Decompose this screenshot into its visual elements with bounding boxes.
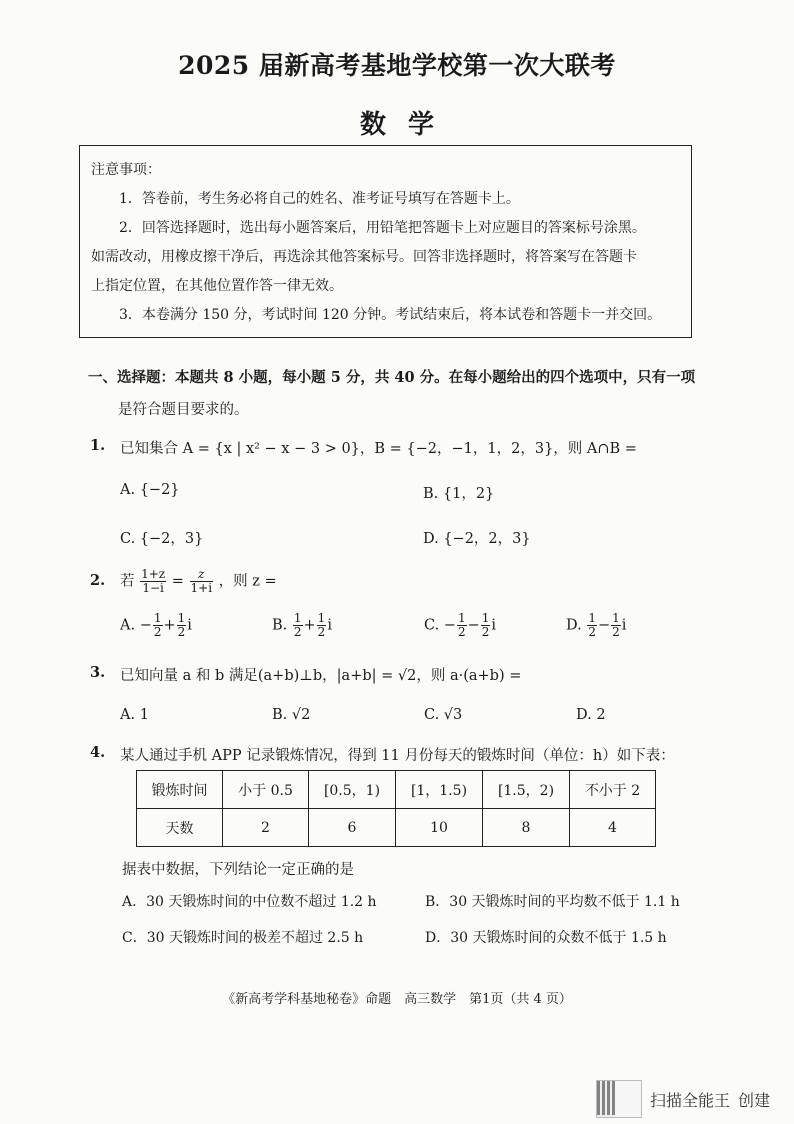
denominator: 2 xyxy=(612,625,620,639)
section-heading xyxy=(90,362,700,426)
operator: − xyxy=(597,617,611,634)
numerator: 1 xyxy=(293,611,302,625)
table-cell: [0.5，1) xyxy=(309,771,396,809)
numerator: 1 xyxy=(612,611,620,625)
question-number: 1. xyxy=(90,437,106,454)
scanner-logo-icon xyxy=(596,1080,642,1118)
table-cell: 2 xyxy=(223,809,309,847)
option-b[interactable]: B．30 天锻炼时间的平均数不低于 1.1 h xyxy=(425,894,680,910)
numerator: 1 xyxy=(457,611,466,625)
question-number: 2. xyxy=(90,572,106,589)
section-line: 是符合题目要求的。 xyxy=(118,402,249,418)
option-a[interactable]: A. 1 xyxy=(120,707,149,723)
question-number: 3. xyxy=(90,664,106,681)
fraction xyxy=(457,612,467,639)
numerator: 1 xyxy=(153,611,162,625)
table-row xyxy=(137,809,656,847)
option-letter: A. xyxy=(120,617,136,634)
option-b[interactable] xyxy=(272,612,332,639)
option-d[interactable]: D．30 天锻炼时间的众数不低于 1.5 h xyxy=(425,930,667,946)
denominator: 2 xyxy=(457,625,466,639)
notice-item: 1．答卷前，考生务必将自己的姓名、准考证号填写在答题卡上。 xyxy=(119,191,520,207)
denominator: 1+i xyxy=(190,581,213,595)
exam-title: 2025 届新高考基地学校第一次大联考 xyxy=(178,51,616,80)
imaginary-unit: i xyxy=(327,617,332,634)
table-cell: [1.5，2) xyxy=(483,771,570,809)
denominator: 2 xyxy=(588,625,596,639)
operator: − xyxy=(467,617,480,634)
watermark-brand: 扫描全能王 xyxy=(649,1090,730,1110)
question-suffix: ，则 z = xyxy=(218,573,277,590)
notice-item: 上指定位置，在其他位置作答一律无效。 xyxy=(91,278,343,294)
table-cell: 锻炼时间 xyxy=(137,771,223,809)
denominator: 2 xyxy=(153,625,162,639)
table-cell: 天数 xyxy=(137,809,223,847)
table-cell: 8 xyxy=(483,809,570,847)
option-letter: B. xyxy=(272,617,288,634)
fraction xyxy=(140,568,166,595)
option-b[interactable]: B. √2 xyxy=(272,707,311,723)
question-text: 已知集合 A = {x | x² − x − 3 > 0}，B = {−2，−1，1，2，3}，则 A∩B = xyxy=(120,441,637,457)
fraction xyxy=(177,612,187,639)
question-text xyxy=(120,568,277,595)
question-followup: 据表中数据，下列结论一定正确的是 xyxy=(122,862,354,878)
numerator: 1 xyxy=(317,611,326,625)
fraction xyxy=(611,612,621,639)
notice-box xyxy=(79,145,692,338)
numerator: 1 xyxy=(588,611,596,625)
notice-item: 2．回答选择题时，选出每小题答案后，用铅笔把答题卡上对应题目的答案标号涂黑。 xyxy=(119,220,646,236)
fraction xyxy=(153,612,163,639)
denominator: 2 xyxy=(481,625,490,639)
equals-sign: = xyxy=(171,573,184,590)
option-c[interactable]: C．30 天锻炼时间的极差不超过 2.5 h xyxy=(122,930,364,946)
table-cell: 4 xyxy=(570,809,656,847)
scanner-watermark xyxy=(596,1080,770,1118)
option-c[interactable] xyxy=(424,612,496,639)
table-cell: [1，1.5) xyxy=(396,771,483,809)
question-number: 4. xyxy=(90,744,106,761)
subject-title: 数学 xyxy=(359,110,456,140)
option-letter: C. xyxy=(424,617,440,634)
fraction xyxy=(317,612,327,639)
denominator: 2 xyxy=(293,625,302,639)
table-cell: 小于 0.5 xyxy=(223,771,309,809)
notice-item: 3．本卷满分 150 分，考试时间 120 分钟。考试结束后，将本试卷和答题卡一并交回。 xyxy=(119,307,662,323)
option-a[interactable]: A. {−2} xyxy=(120,482,180,498)
exercise-table xyxy=(136,770,656,847)
operator: + xyxy=(303,617,316,634)
table-cell: 6 xyxy=(309,809,396,847)
table-cell: 10 xyxy=(396,809,483,847)
numerator: 1 xyxy=(481,611,490,625)
table-cell: 不小于 2 xyxy=(570,771,656,809)
denominator: 2 xyxy=(317,625,326,639)
option-d[interactable]: D. 2 xyxy=(576,707,606,723)
option-letter: D. xyxy=(566,617,582,634)
option-c[interactable]: C. {−2，3} xyxy=(120,531,204,547)
operator: + xyxy=(163,617,176,634)
question-text: 已知向量 a 和 b 满足(a+b)⊥b，|a+b| = √2，则 a·(a+b) = xyxy=(120,668,522,684)
fraction xyxy=(481,612,491,639)
imaginary-unit: i xyxy=(491,617,497,634)
imaginary-unit: i xyxy=(621,617,627,634)
sign: − xyxy=(443,617,456,634)
notice-heading: 注意事项： xyxy=(91,162,161,178)
fraction xyxy=(293,612,303,639)
fraction xyxy=(587,612,597,639)
page-footer: 《新高考学科基地秘卷》命题 高三数学 第1页（共 4 页） xyxy=(222,992,572,1007)
option-a[interactable] xyxy=(120,612,192,639)
question-prefix: 若 xyxy=(120,573,135,590)
option-c[interactable]: C. √3 xyxy=(424,707,463,723)
denominator: 1−i xyxy=(142,581,164,595)
numerator: z xyxy=(190,568,214,582)
fraction xyxy=(190,568,214,595)
numerator: 1 xyxy=(177,611,186,625)
table-row xyxy=(137,771,656,809)
option-a[interactable]: A．30 天锻炼时间的中位数不超过 1.2 h xyxy=(122,894,377,910)
denominator: 2 xyxy=(177,625,186,639)
option-d[interactable] xyxy=(566,612,626,639)
section-line: 一、选择题：本题共 8 小题，每小题 5 分，共 40 分。在每小题给出的四个选项中，只有一项 xyxy=(88,369,696,386)
sign: − xyxy=(139,617,152,634)
notice-item: 如需改动，用橡皮擦干净后，再选涂其他答案标号。回答非选择题时，将答案写在答题卡 xyxy=(91,249,637,265)
imaginary-unit: i xyxy=(187,617,192,634)
numerator: 1+z xyxy=(141,567,166,581)
watermark-action: 创建 xyxy=(737,1090,770,1110)
question-text: 某人通过手机 APP 记录锻炼情况，得到 11 月份每天的锻炼时间（单位：h）如下表： xyxy=(120,748,675,764)
option-d[interactable]: D. {−2，2，3} xyxy=(423,531,531,547)
option-b[interactable]: B. {1，2} xyxy=(423,486,495,502)
